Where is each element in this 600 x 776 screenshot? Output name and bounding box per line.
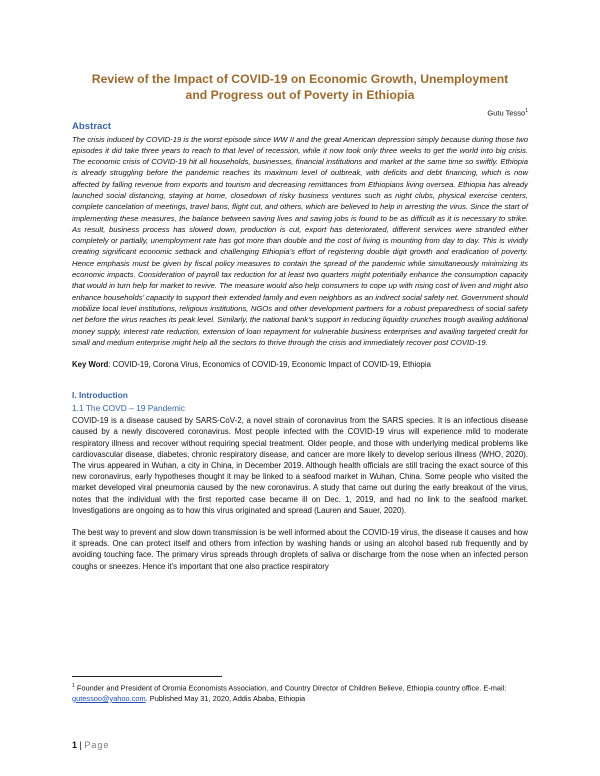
subsection-heading-pandemic: 1.1 The COVD – 19 Pandemic xyxy=(72,403,185,414)
footnote-divider xyxy=(72,676,222,677)
author-footnote-mark: 1 xyxy=(525,108,528,114)
footnote-mark: 1 xyxy=(72,683,75,689)
keywords-label: Key Word xyxy=(72,360,109,370)
abstract-body: The crisis induced by COVID-19 is the worst episode since WW II and the great American depression simply because during those two episodes it did take three years to reach to that level of recession, while it now took only three weeks to get the world into big crisis. The economic crisis of COVID-19 hit all households, businesses, financial institutions and market at the same time so swiftly. Ethiopia is already struggling before the pandemic reaches its maximum level of outbreak, with deficits and debt financing, which is now affected by falling revenue from exports and tourism and decreasing remittances from Ethiopians living oversea. Ethiopia has already launched social distancing, staying at home, closedown of risky business ventures such as night clubs, physical exercise centers, complete cancelation of meetings, travel bans, flight cut, and others, which are believed to help in arresting the virus. Since the start of implementing these measures, the balance between saving lives and saving jobs is found to be as difficult as it is necessary to strike. As result, business process has slowed down, production is cut, export has deteriorated, different services were stranded either completely or partially, unemployment rate has got more than double and the cost of living is mounting from day to day. This is vividly creating significant economic setback and challenging Ethiopia’s effort of registering double digit growth and eradication of poverty. Hence emphasis must be given by fiscal policy measures to contain the spread of the pandemic while simultaneously minimizing its economic impacts. Consideration of payroll tax reduction for at least two quarters might potentially enhance the consumption capacity that would in turn help for market to revive. The measure would also help consumers to cope up with rising cost of liven and might also enhance households’ capacity to support their extended family and even neighbors as an indirect social safety net. Government should mobilize local level institutions, religious institutions, NGOs and other development partners for a robust preparedness of social safety net before the virus reaches its peak level. Similarly, the national bank’s support in reducing liquidity crunches trough availing additional money supply, interest rate reduction, extension of loan repayment for vulnerable business enterprises and availing targeted credit for small and medium enterprise might help all the sectors to thrive through the crisis and immediately recover post COVID-19. xyxy=(72,134,528,347)
page-footer xyxy=(72,740,109,750)
author-name: Gutu Tesso xyxy=(487,108,526,118)
page-separator: | xyxy=(77,740,85,750)
section-heading-introduction: I. Introduction xyxy=(72,390,128,401)
body-paragraph-1: COVID-19 is a disease caused by SARS-CoV-2, a novel strain of coronavirus from the SARS species. It is an infectious disease caused by a newly discovered coronavirus. Most people infected with the COVID-19 virus will experience mild to moderate respiratory illness and recover without requiring special treatment. Older people, and those with underlying medical problems like cardiovascular disease, diabetes, chronic respiratory disease, and cancer are more likely to develop serious illness (WHO, 2020). The virus appeared in Wuhan, a city in China, in December 2019. Although health officials are still tracing the exact source of this new coronavirus, early hypotheses thought it may be linked to a seafood market in Wuhan, China. Some people who visited the market developed viral pneumonia caused by the new coronavirus. A study that came out during the early breakout of the virus, notes that the individual with the first reported case became ill on Dec. 1, 2019, and had no link to the seafood market. Investigations are ongoing as to how this virus originated and spread (Lauren and Sauer, 2020). xyxy=(72,416,528,515)
author-line xyxy=(72,106,528,119)
footnote-email-link[interactable]: gutessoo@yahoo.com xyxy=(72,693,146,703)
footnote-text-end: . Published May 31, 2020, Addis Ababa, Ethiopia xyxy=(145,693,306,703)
page-number: 1 xyxy=(72,740,78,750)
keywords-text: : COVID-19, Corona Virus, Economics of COVID-19, Economic Impact of COVID-19, Ethiopia xyxy=(108,360,431,370)
page-label: Page xyxy=(84,740,110,750)
paper-title: Review of the Impact of COVID-19 on Economic Growth, Unemployment and Progress out of Poverty in Ethiopia xyxy=(91,72,509,102)
body-paragraph-2: The best way to prevent and slow down transmission is be well informed about the COVID-19 virus, the disease it causes and how it spreads. One can protect itself and others from infection by washing hands or using an alcohol based rub frequently and by avoiding touching face. The primary virus spreads through droplets of saliva or discharge from the nose when an infected person coughs or sneezes. Hence it’s important that one also practice respiratory xyxy=(72,527,528,571)
footnote xyxy=(72,681,528,704)
keywords-line xyxy=(72,359,528,370)
footnote-text-start: Founder and President of Oromia Economists Association, and Country Director of Children Believe, Ethiopia country office. E-mail: xyxy=(74,683,507,693)
abstract-heading: Abstract xyxy=(72,120,111,132)
